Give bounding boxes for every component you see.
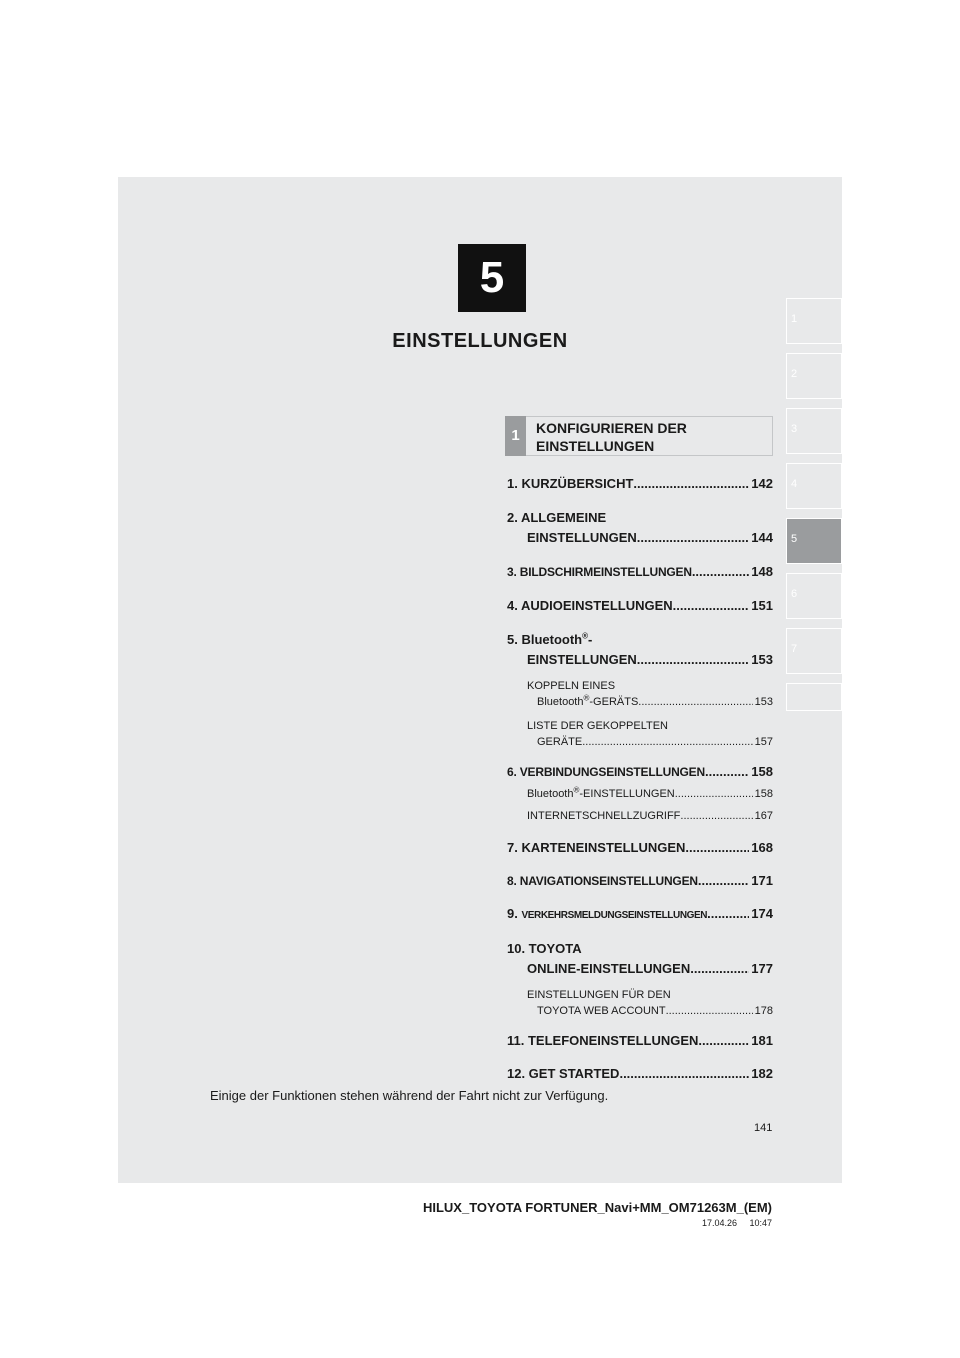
tab-label: 4 bbox=[791, 478, 798, 490]
dot-leader bbox=[692, 562, 749, 582]
dot-leader bbox=[637, 528, 750, 548]
chapter-title: EINSTELLUNGEN bbox=[392, 330, 568, 352]
toc-entry-6[interactable] bbox=[507, 762, 773, 782]
toc-subentry-6-2[interactable] bbox=[527, 808, 773, 824]
chapter-tab-7[interactable] bbox=[786, 628, 842, 674]
toc-subentry-6-1[interactable] bbox=[527, 786, 773, 802]
tab-label: 5 bbox=[791, 533, 798, 545]
toc-entry-label: 12. GET STARTED bbox=[507, 1066, 620, 1081]
toc-page-number: 157 bbox=[754, 736, 773, 748]
toc-entry-5[interactable] bbox=[507, 630, 773, 670]
toc-subentry-label: EINSTELLUNGEN FÜR DEN bbox=[527, 989, 671, 1001]
chapter-tab-blank[interactable] bbox=[786, 683, 842, 711]
toc-page-number: 182 bbox=[751, 1066, 773, 1081]
toc-subentry-label: Bluetooth bbox=[527, 788, 574, 800]
toc-page-number: 178 bbox=[754, 1005, 773, 1017]
chapter-tab-3[interactable] bbox=[786, 408, 842, 454]
toc-entry-label: 1. KURZÜBERSICHT bbox=[507, 476, 634, 491]
chapter-number: 5 bbox=[479, 253, 505, 302]
footer-date: 17.04.26 10:47 bbox=[701, 1218, 772, 1228]
section-header bbox=[505, 416, 773, 456]
tab-label: 2 bbox=[791, 368, 798, 380]
dot-leader bbox=[582, 734, 752, 750]
dot-leader bbox=[690, 959, 749, 979]
toc-page-number: 158 bbox=[751, 764, 773, 779]
toc-entry-label: 5. Bluetooth bbox=[507, 632, 583, 647]
registered-mark: ® bbox=[573, 786, 580, 795]
toc-entry-8[interactable] bbox=[507, 871, 773, 891]
chapter-tab-4[interactable] bbox=[786, 463, 842, 509]
toc-entry-7[interactable] bbox=[507, 838, 773, 858]
toc-page-number: 158 bbox=[754, 788, 773, 800]
toc-page-number: 167 bbox=[754, 810, 773, 822]
toc-entry-label: 2. ALLGEMEINE bbox=[507, 510, 607, 525]
table-of-contents bbox=[507, 474, 773, 1084]
toc-subentry-label-cont: -EINSTELLUNGEN bbox=[579, 788, 675, 800]
toc-entry-11[interactable] bbox=[507, 1031, 773, 1051]
toc-entry-number: 9. bbox=[507, 906, 518, 921]
toc-entry-label-cont: EINSTELLUNGEN bbox=[527, 530, 637, 545]
toc-subentry-label-cont2: -GERÄTS bbox=[589, 696, 639, 708]
toc-page-number: 153 bbox=[754, 696, 773, 708]
dot-leader bbox=[673, 596, 750, 616]
dot-leader bbox=[675, 786, 753, 802]
toc-page-number: 144 bbox=[751, 530, 773, 545]
toc-page-number: 148 bbox=[751, 564, 773, 579]
tab-label: 7 bbox=[791, 643, 798, 655]
toc-subentry-label-cont: Bluetooth bbox=[537, 696, 584, 708]
toc-entry-2[interactable] bbox=[507, 508, 773, 548]
registered-mark: ® bbox=[583, 694, 590, 703]
toc-page-number: 168 bbox=[751, 840, 773, 855]
dot-leader bbox=[698, 1031, 749, 1051]
chapter-tab-1[interactable] bbox=[786, 298, 842, 344]
tab-label: 6 bbox=[791, 588, 798, 600]
footer-document-code: HILUX_TOYOTA FORTUNER_Navi+MM_OM71263M_(EM) bbox=[422, 1200, 772, 1215]
chapter-number-box bbox=[458, 244, 526, 312]
toc-page-number: 177 bbox=[751, 961, 773, 976]
registered-mark: ® bbox=[582, 631, 589, 641]
toc-entry-label: 3. BILDSCHIRMEINSTELLUNGEN bbox=[507, 565, 692, 579]
toc-subentry-label-cont: GERÄTE bbox=[537, 736, 583, 748]
dot-leader bbox=[705, 762, 749, 782]
toc-entry-label: VERKEHRSMELDUNGSEINSTELLUNGEN bbox=[521, 910, 708, 921]
toc-entry-12[interactable] bbox=[507, 1064, 773, 1084]
chapter-tab-5-active[interactable] bbox=[786, 518, 842, 564]
toc-entry-label: 7. KARTENEINSTELLUNGEN bbox=[507, 840, 686, 855]
toc-entry-10[interactable] bbox=[507, 939, 773, 979]
toc-subentry-5-2[interactable] bbox=[527, 718, 773, 750]
toc-entry-9[interactable] bbox=[507, 904, 773, 926]
toc-entry-4[interactable] bbox=[507, 596, 773, 616]
toc-page-number: 171 bbox=[751, 873, 773, 888]
tab-label: 1 bbox=[791, 313, 798, 325]
note-text: Einige der Funktionen stehen während der Fahrt nicht zur Verfügung. bbox=[210, 1088, 609, 1103]
chapter-tab-2[interactable] bbox=[786, 353, 842, 399]
dot-leader bbox=[633, 474, 749, 494]
toc-page-number: 151 bbox=[751, 598, 773, 613]
dot-leader bbox=[619, 1064, 749, 1084]
tab-label: 3 bbox=[791, 423, 798, 435]
page-number: 141 bbox=[754, 1122, 773, 1134]
dot-leader bbox=[685, 838, 749, 858]
toc-entry-label: 6. VERBINDUNGSEINSTELLUNGEN bbox=[507, 765, 705, 779]
toc-subentry-5-1[interactable] bbox=[527, 678, 773, 710]
toc-page-number: 174 bbox=[751, 906, 773, 921]
toc-entry-label-cont: EINSTELLUNGEN bbox=[527, 652, 637, 667]
dot-leader bbox=[666, 1003, 753, 1019]
toc-entry-label-hyphen: - bbox=[588, 632, 593, 647]
section-number: 1 bbox=[505, 416, 526, 456]
toc-entry-label: 10. TOYOTA bbox=[507, 941, 582, 956]
toc-entry-label: 11. TELEFONEINSTELLUNGEN bbox=[507, 1033, 699, 1048]
dot-leader bbox=[637, 650, 750, 670]
chapter-tab-6[interactable] bbox=[786, 573, 842, 619]
section-title: KONFIGURIEREN DER EINSTELLUNGEN bbox=[536, 420, 687, 454]
dot-leader bbox=[638, 694, 752, 710]
dot-leader bbox=[698, 871, 749, 891]
toc-page-number: 153 bbox=[751, 652, 773, 667]
toc-subentry-label: INTERNETSCHNELLZUGRIFF bbox=[527, 810, 681, 822]
dot-leader bbox=[707, 904, 749, 924]
toc-entry-3[interactable] bbox=[507, 562, 773, 582]
toc-entry-label: 4. AUDIOEINSTELLUNGEN bbox=[507, 598, 673, 613]
toc-entry-label-cont: ONLINE-EINSTELLUNGEN bbox=[527, 961, 691, 976]
toc-subentry-label: LISTE DER GEKOPPELTEN bbox=[527, 720, 669, 732]
toc-subentry-label: KOPPELN EINES bbox=[527, 680, 616, 692]
toc-page-number: 181 bbox=[751, 1033, 773, 1048]
toc-subentry-10-1[interactable] bbox=[527, 987, 773, 1019]
dot-leader bbox=[680, 808, 752, 824]
toc-subentry-label-cont: TOYOTA WEB ACCOUNT bbox=[537, 1005, 666, 1017]
toc-page-number: 142 bbox=[751, 476, 773, 491]
toc-entry-1[interactable] bbox=[507, 474, 773, 494]
toc-entry-label: 8. NAVIGATIONSEINSTELLUNGEN bbox=[507, 874, 698, 888]
